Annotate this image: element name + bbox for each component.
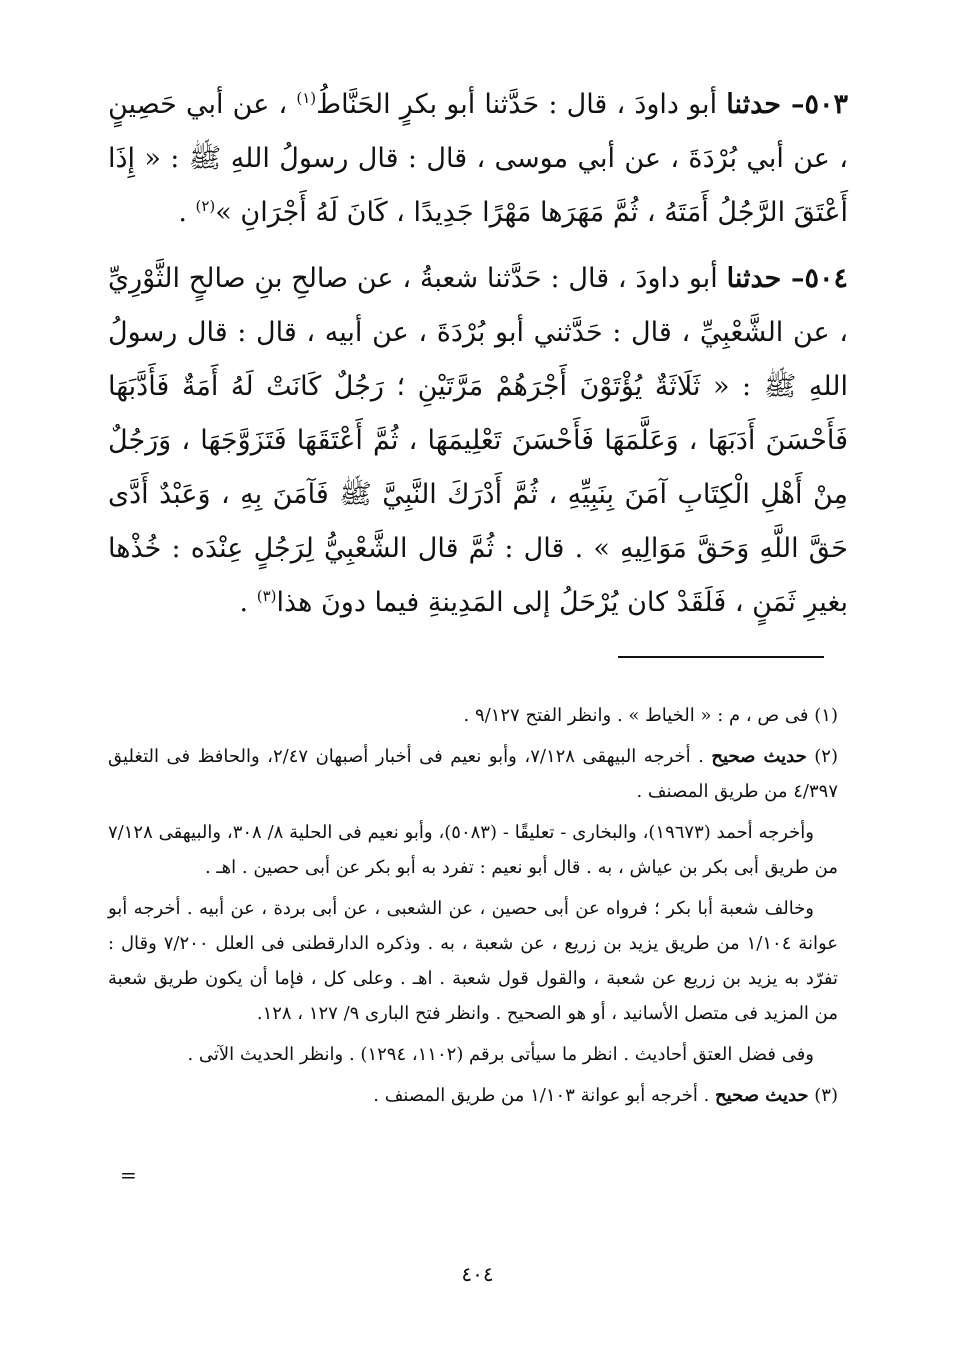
hadith-end: .: [178, 197, 187, 228]
footnote-2-continuation: [108, 815, 838, 885]
footnote-ref[interactable]: (٣): [256, 587, 277, 605]
footnote-3: [108, 1078, 838, 1113]
footnote-ref[interactable]: (١): [296, 89, 317, 107]
chain-label: حدثنا: [726, 263, 782, 294]
footnote-number: (١): [814, 705, 838, 726]
footnote-text: فى ص ، م : « الخياط » . وانظر الفتح ٩/١٢٧ .: [463, 705, 809, 726]
hadith-number: ٥٠٤: [804, 263, 849, 294]
footnote-grade: حديث صحيح: [711, 746, 807, 767]
continuation-mark: =: [120, 1163, 137, 1187]
chain-label: حدثنا: [726, 89, 782, 120]
hadith-504: ٥٠٤– حدثنا أبو داودَ ، قال : حَدَّثنا شعبةُ ، عن صالحِ بنِ صالحٍ الثَّوْرِيِّ ، عن الشَّعْبِيِّ ، قال : حَدَّثني أبو بُرْدَةَ ، عن أبيه ، قال : قال رسولُ اللهِ ﷺ : « ثَلَاثَةٌ يُؤْتَوْنَ أَجْرَهُمْ مَرَّتَيْنِ ؛ رَجُلٌ كَانَتْ لَهُ أَمَةٌ فَأَدَّبَهَا فَأَحْسَنَ أَدَبَهَا ، وَعَلَّمَهَا فَأَحْسَنَ تَعْلِيمَهَا ، ثُمَّ أَعْتَقَهَا فَتَزَوَّجَهَا ، وَرَجُلٌ مِنْ أَهْلِ الْكِتَابِ آمَنَ بِنَبِيِّهِ ، ثُمَّ أَدْرَكَ النَّبِيَّ ﷺ فَآمَنَ بِهِ ، وَعَبْدٌ أَدَّى حَقَّ اللَّهِ وَحَقَّ مَوَالِيهِ » . قال : ثُمَّ قال الشَّعْبِيُّ لِرَجُلٍ عِنْدَه : خُذْها بغيرِ ثَمَنٍ ، فَلَقَدْ كان يُرْحَلُ إلى المَدِينةِ فيما دونَ هذا$^{(٣)}$ .: [108, 263, 849, 618]
footnote-2-continuation: [108, 1037, 838, 1072]
footnote-text: وأخرجه أحمد (١٩٦٧٣)، والبخارى - تعليقًا - (٥٠٨٣)، وأبو نعيم فى الحلية ٨/ ٣٠٨، والبيهقى ٧/١٢٨ من طريق أبى بكر بن عياش ، به . قال أبو نعيم : تفرد به أبو بكر عن أبى حصين . اهـ .: [108, 822, 838, 878]
hadith-end: .: [239, 587, 249, 618]
footnote-ref[interactable]: (٢): [195, 197, 216, 215]
page-number: ٤٠٤: [461, 1262, 494, 1286]
hadith-text: أبو داودَ ، قال : حَدَّثنا أبو بكرٍ الحَنَّاطُ: [316, 89, 718, 120]
footnote-text: . أخرجه أبو عوانة ١/١٠٣ من طريق المصنف .: [373, 1085, 710, 1106]
footnote-number: (٣): [814, 1085, 838, 1106]
footnote-divider: [618, 656, 824, 658]
hadith-text: ، عن أبي حَصِينٍ ، عن أبي بُرْدَةَ ، عن أبي موسى ، قال : قال رسولُ اللهِ ﷺ : « إِذَا أَعْتَقَ الرَّجُلُ أَمَتَهُ ، ثُمَّ مَهَرَها مَهْرًا جَدِيدًا ، كَانَ لَهُ أَجْرَانِ »: [108, 89, 848, 228]
hadith-number: ٥٠٣: [804, 89, 849, 120]
main-text: [108, 78, 848, 642]
footnote-2: [108, 739, 838, 809]
footnote-text: وفى فضل العتق أحاديث . انظر ما سيأتى برقم (١١٠٢، ١٢٩٤) . وانظر الحديث الآتى .: [187, 1044, 814, 1065]
footnote-number: (٢): [814, 746, 838, 767]
footnote-text: وخالف شعبة أبا بكر ؛ فرواه عن أبى حصين ، عن الشعبى ، عن أبى بردة ، عن أبيه . أخرجه أبو عوانة ١/١٠٤ من طريق يزيد بن زريع ، عن شعبة ، به . وذكره الدارقطنى فى العلل ٧/٢٠٠ وقال : تفرّد به يزيد بن زريع عن شعبة ، والقول قول شعبة . اهـ . وعلى كل ، فإما أن يكون طريق شعبة من المزيد فى متصل الأسانيد ، أو هو الصحيح . وانظر فتح البارى ٩/ ١٢٧ ، ١٢٨.: [108, 898, 838, 1024]
hadith-text: أبو داودَ ، قال : حَدَّثنا شعبةُ ، عن صالحِ بنِ صالحٍ الثَّوْرِيِّ ، عن الشَّعْبِيِّ ، قال : حَدَّثني أبو بُرْدَةَ ، عن أبيه ، قال : قال رسولُ اللهِ ﷺ : « ثَلَاثَةٌ يُؤْتَوْنَ أَجْرَهُمْ مَرَّتَيْنِ ؛ رَجُلٌ كَانَتْ لَهُ أَمَةٌ فَأَدَّبَهَا فَأَحْسَنَ أَدَبَهَا ، وَعَلَّمَهَا فَأَحْسَنَ تَعْلِيمَهَا ، ثُمَّ أَعْتَقَهَا فَتَزَوَّجَهَا ، وَرَجُلٌ مِنْ أَهْلِ الْكِتَابِ آمَنَ بِنَبِيِّهِ ، ثُمَّ أَدْرَكَ النَّبِيَّ ﷺ فَآمَنَ بِهِ ، وَعَبْدٌ أَدَّى حَقَّ اللَّهِ وَحَقَّ مَوَالِيهِ » . قال : ثُمَّ قال الشَّعْبِيُّ لِرَجُلٍ عِنْدَه : خُذْها بغيرِ ثَمَنٍ ، فَلَقَدْ كان يُرْحَلُ إلى المَدِينةِ فيما دونَ هذا: [108, 263, 848, 618]
hadith-503: ٥٠٣– حدثنا أبو داودَ ، قال : حَدَّثنا أبو بكرٍ الحَنَّاطُ$^{(١)}$ ، عن أبي حَصِينٍ ، عن أبي بُرْدَةَ ، عن أبي موسى ، قال : قال رسولُ اللهِ ﷺ : « إِذَا أَعْتَقَ الرَّجُلُ أَمَتَهُ ، ثُمَّ مَهَرَها مَهْرًا جَدِيدًا ، كَانَ لَهُ أَجْرَانِ »$^{(٢)}$ .: [108, 89, 849, 228]
footnote-grade: حديث صحيح: [715, 1085, 809, 1106]
footnote-2-continuation: [108, 891, 838, 1031]
footnote-text: . أخرجه البيهقى ٧/١٢٨، وأبو نعيم فى أخبار أصبهان ٢/٤٧، والحافظ فى التغليق ٤/٣٩٧ من طريق المصنف .: [108, 746, 838, 802]
footnotes: [108, 698, 838, 1119]
footnote-1: [108, 698, 838, 733]
